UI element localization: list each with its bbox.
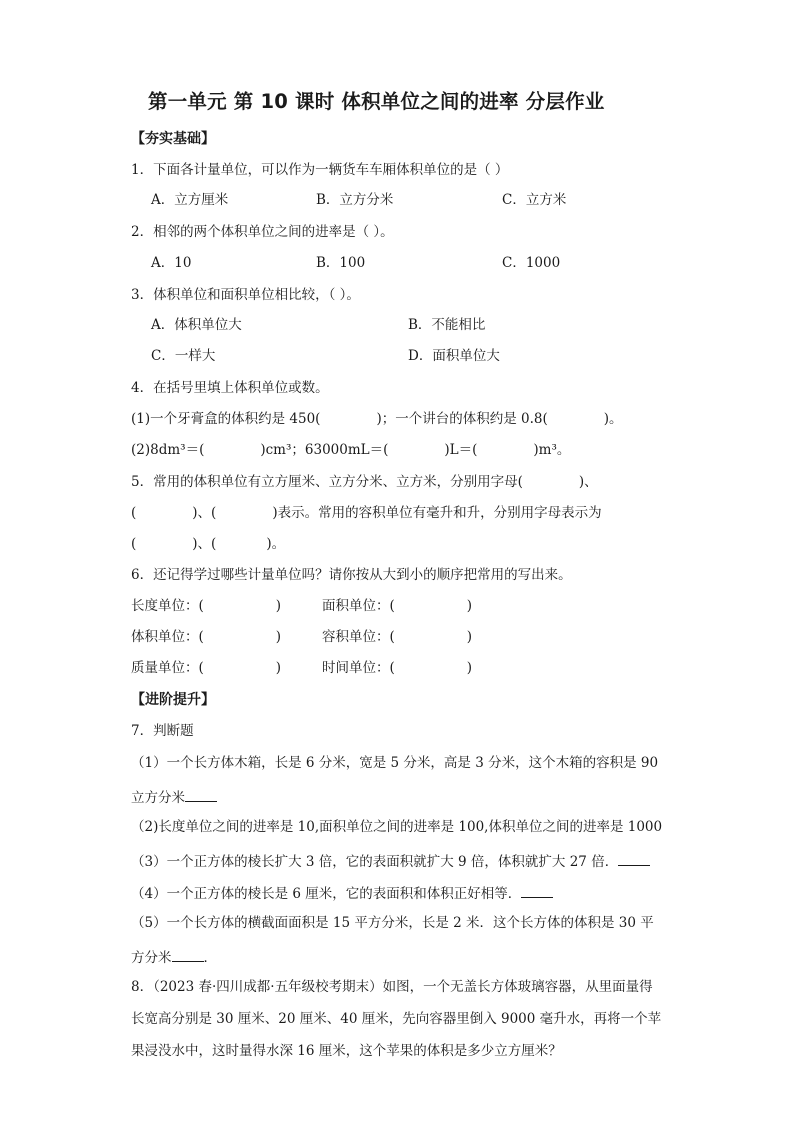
question-4-stem: 4．在括号里填上体积单位或数。	[131, 380, 329, 396]
q6-area-row	[322, 600, 472, 614]
question-7-stem: 7．判断题	[131, 723, 194, 739]
section-heading-basic: 【夯实基础】	[131, 131, 215, 147]
q7-statement-3	[131, 853, 650, 870]
q6-time-row	[322, 662, 472, 676]
q4-l2-text-a: (2)8dm³＝(	[131, 442, 205, 458]
q4-l1-text-c: )。	[603, 411, 623, 427]
question-8-line-2: 长宽高分别是 30 厘米、20 厘米、40 厘米，先向容器里倒入 9000 毫升水，再将一个苹	[131, 1011, 662, 1027]
q5-l3-text-a: (	[131, 536, 137, 552]
q6-capacity-label: 容积单位：(	[322, 629, 395, 645]
q5-l3-text-c: )。	[266, 536, 286, 552]
q6-close-paren: )	[275, 660, 282, 676]
q6-volume-label: 体积单位：(	[131, 629, 204, 645]
question-4-line-2	[131, 444, 570, 458]
question-1-option-a[interactable]: A．立方厘米	[151, 192, 229, 208]
q6-mass-label: 质量单位：(	[131, 660, 204, 676]
q7-s4-text: （4）一个正方体的棱长是 6 厘米，它的表面积和体积正好相等．	[131, 886, 522, 902]
question-3-option-c[interactable]: C．一样大	[151, 348, 216, 364]
q6-close-paren: )	[275, 629, 282, 645]
q6-close-paren: )	[466, 598, 473, 614]
question-5-line-2	[131, 507, 602, 521]
q4-l2-text-d: )m³。	[533, 442, 571, 458]
q6-length-row	[131, 600, 281, 614]
q7-statement-2: （2)长度单位之间的进率是 10,面积单位之间的进率是 100,体积单位之间的进率是 1000	[131, 819, 663, 835]
q6-mass-row	[131, 662, 281, 676]
question-8-line-1: 8．（2023 春·四川成都·五年级校考期末）如图，一个无盖长方体玻璃容器，从里面量得	[131, 979, 653, 995]
question-1-stem: 1．下面各计量单位，可以作为一辆货车车厢体积单位的是（ ）	[131, 162, 509, 178]
question-6-stem: 6．还记得学过哪些计量单位吗？请你按从大到小的顺序把常用的写出来。	[131, 567, 572, 583]
q7-s5-period: ．	[203, 950, 217, 966]
q6-area-label: 面积单位：(	[322, 598, 395, 614]
question-3-stem: 3．体积单位和面积单位相比较，（ ）。	[131, 287, 360, 303]
q6-close-paren: )	[466, 629, 473, 645]
q6-volume-row	[131, 631, 281, 645]
q5-l2-text-c: )表示。常用的容积单位有毫升和升，分别用字母表示为	[272, 505, 602, 521]
q6-capacity-row	[322, 631, 472, 645]
q6-time-label: 时间单位：(	[322, 660, 395, 676]
q7-statement-1-line-1: （1）一个长方体木箱，长是 6 分米，宽是 5 分米，高是 3 分米，这个木箱的容积是 90	[131, 755, 659, 771]
question-8-line-3: 果浸没水中，这时量得水深 16 厘米，这个苹果的体积是多少立方厘米？	[131, 1043, 562, 1059]
q4-l2-text-c: )L＝(	[444, 442, 478, 458]
answer-underline[interactable]	[185, 789, 217, 802]
answer-underline[interactable]	[521, 885, 553, 898]
question-5-line-1	[131, 476, 598, 490]
q5-l3-text-b: )、(	[192, 536, 217, 552]
answer-underline[interactable]	[618, 853, 650, 866]
answer-underline[interactable]	[172, 949, 204, 962]
q4-l1-text-b: )；一个讲台的体积约是 0.8(	[376, 411, 548, 427]
q7-statement-5-line-1: （5）一个长方体的横截面面积是 15 平方分米，长是 2 米．这个长方体的体积是 30 平	[131, 915, 654, 931]
q5-l2-text-b: )、(	[192, 505, 217, 521]
question-2-option-b[interactable]: B．100	[316, 255, 366, 271]
q7-s3-text: （3）一个正方体的棱长扩大 3 倍，它的表面积就扩大 9 倍，体积就扩大 27 倍．	[131, 854, 619, 870]
question-4-line-1	[131, 413, 623, 427]
question-3-option-d[interactable]: D．面积单位大	[408, 348, 500, 364]
q6-close-paren: )	[466, 660, 473, 676]
question-1-option-c[interactable]: C．立方米	[502, 192, 567, 208]
question-2-option-c[interactable]: C．1000	[502, 255, 561, 271]
q5-l1-text-a: 5．常用的体积单位有立方厘米、立方分米、立方米，分别用字母(	[131, 474, 523, 490]
q6-length-label: 长度单位：(	[131, 598, 204, 614]
q7-s1-text: 立方分米	[131, 790, 185, 806]
question-3-option-b[interactable]: B．不能相比	[408, 317, 486, 333]
q4-l2-text-b: )cm³；63000mL＝(	[260, 442, 389, 458]
question-2-stem: 2．相邻的两个体积单位之间的进率是（ ）。	[131, 224, 394, 240]
q7-statement-1-line-2	[131, 789, 217, 806]
q4-l1-text-a: (1)一个牙膏盒的体积约是 450(	[131, 411, 321, 427]
section-heading-advanced: 【进阶提升】	[131, 692, 215, 708]
q7-statement-5-line-2	[131, 949, 217, 966]
page-title: 第一单元 第 10 课时 体积单位之间的进率 分层作业	[148, 90, 605, 113]
q7-s5-text: 方分米	[131, 950, 172, 966]
question-3-option-a[interactable]: A．体积单位大	[151, 317, 242, 333]
q6-close-paren: )	[275, 598, 282, 614]
question-2-option-a[interactable]: A．10	[151, 255, 192, 271]
question-5-line-3	[131, 538, 285, 552]
question-1-option-b[interactable]: B．立方分米	[316, 192, 394, 208]
q7-statement-4	[131, 885, 553, 902]
q5-l1-text-b: )、	[578, 474, 598, 490]
q5-l2-text-a: (	[131, 505, 137, 521]
